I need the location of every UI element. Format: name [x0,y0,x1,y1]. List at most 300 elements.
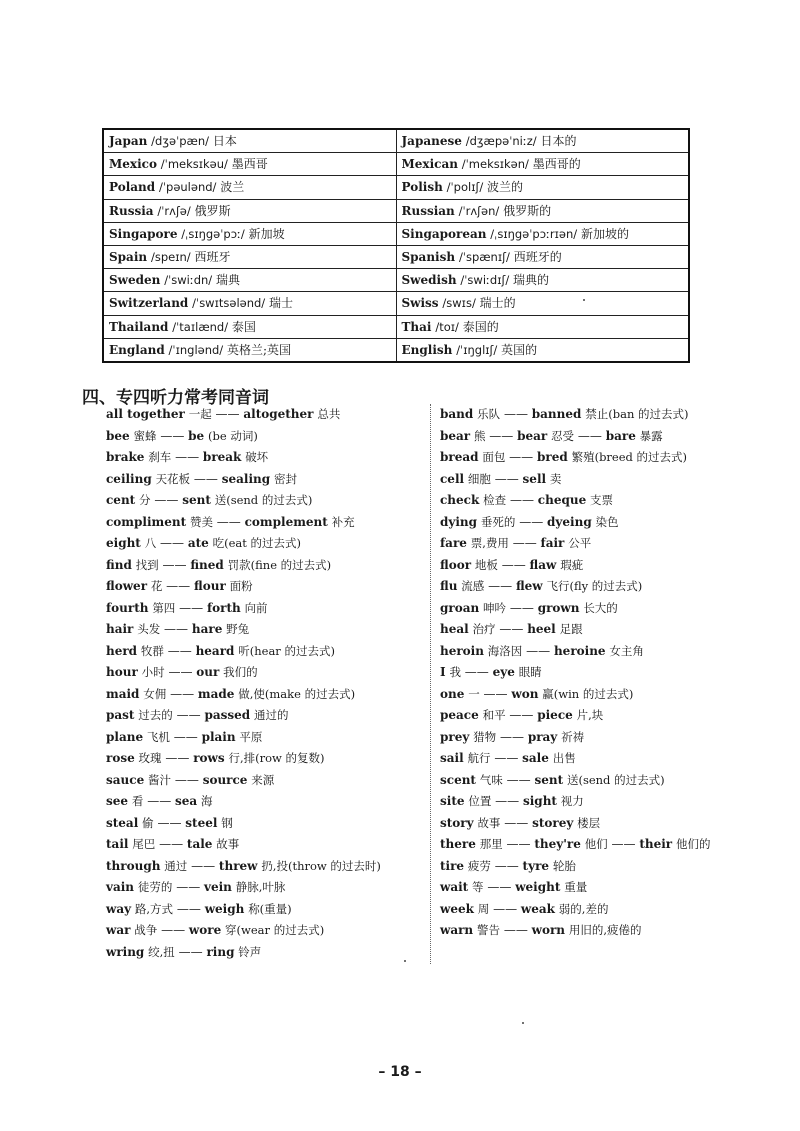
country-row [103,199,689,222]
homophone-word: heard [195,643,235,658]
country-meaning: 西班牙 [194,250,231,265]
homophone-entry [106,705,426,727]
separator-dash: —— [164,622,189,636]
country-row [103,292,689,315]
homophone-meaning: 平原 [239,729,263,744]
country-word: Thai [401,319,432,334]
homophone-word: worn [531,923,566,937]
homophone-meaning: 楼层 [577,815,601,830]
homophone-meaning: 来源 [251,772,275,787]
homophone-word: heroin [440,643,484,658]
homophone-word: sauce [106,772,145,787]
country-word: Thailand [109,319,169,334]
homophone-word: made [197,686,235,701]
separator-dash: —— [157,815,182,830]
country-cell-right [396,269,689,292]
homophone-word: hare [191,622,223,636]
homophone-word: groan [440,600,480,615]
homophone-entry [106,426,426,448]
homophone-entry [106,813,426,835]
homophone-entry [106,877,426,899]
homophone-word: hour [106,665,138,679]
homophone-meaning: 重量 [564,880,588,894]
homophone-word: steal [106,815,139,830]
homophone-word: sent [534,772,564,787]
homophone-word: flew [515,579,543,593]
country-phonetic: /swɪs/ [442,296,476,311]
homophone-meaning: 找到 [135,557,159,572]
homophone-word: compliment [106,514,187,529]
separator-dash: —— [526,643,551,658]
country-meaning: 西班牙的 [513,250,562,265]
homophone-word: wore [188,923,222,937]
country-word: Singaporean [401,226,487,241]
separator-dash: —— [509,493,534,507]
country-meaning: 墨西哥 [231,157,268,172]
section-title: 四、专四听力常考同音词 [82,388,269,408]
homophone-word: steel [185,815,218,830]
homophone-entry [106,576,426,598]
homophone-entry [106,684,426,706]
homophone-meaning: 送(send 的过去式) [566,772,665,787]
separator-dash: —— [174,772,199,787]
homophone-meaning: 片,块 [576,708,604,722]
homophone-entry [440,490,760,512]
country-phonetic: /ˈrʌʃən/ [458,203,500,218]
homophone-word: sell [522,471,547,486]
homophone-meaning: 飞机 [146,729,170,744]
homophone-word: flaw [529,557,557,572]
homophone-entry [440,813,760,835]
homophone-word: fair [540,536,565,550]
homophone-entry [106,404,426,426]
country-meaning: 新加坡 [248,226,285,241]
country-meaning: 俄罗斯 [194,203,231,218]
country-table-body [103,129,689,362]
homophone-meaning: 面包 [482,450,506,464]
homophone-entry [106,856,426,878]
homophone-entry [440,856,760,878]
separator-dash: —— [162,557,187,572]
homophone-word: bred [537,450,568,464]
homophone-entry [440,834,760,856]
homophone-word: bee [106,428,130,443]
homophone-word: peace [440,708,479,722]
homophone-entry [106,834,426,856]
homophone-word: fined [190,557,224,572]
separator-dash: —— [159,837,184,851]
homophone-meaning: 破坏 [245,450,269,464]
homophone-meaning: 酱汁 [148,772,172,787]
homophone-word: bare [605,428,636,443]
homophone-meaning: 面粉 [229,579,253,593]
homophone-word: vain [106,880,135,894]
homophone-meaning: 弱的,差的 [558,901,609,916]
homophone-entry [440,512,760,534]
homophone-word: complement [244,514,328,529]
homophone-word: tire [440,858,465,873]
country-phonetic: /ˈmeksɪkəu/ [160,157,228,172]
homophone-word: prey [440,729,470,744]
homophone-meaning: 绞,扭 [148,944,175,959]
separator-dash: —— [161,923,186,937]
homophones-right-column [440,404,760,942]
homophone-meaning: 野兔 [226,622,250,636]
homophone-meaning: 听(hear 的过去式) [238,643,335,658]
print-speck [522,1022,524,1024]
separator-dash: —— [175,450,200,464]
separator-dash: —— [499,729,524,744]
homophone-word: weak [520,901,555,916]
homophone-meaning: 猎物 [473,729,497,744]
homophone-word: wring [106,944,145,959]
country-meaning: 瑞士 [269,296,294,311]
homophone-entry [106,533,426,555]
separator-dash: —— [179,600,204,615]
homophone-meaning: 周 [477,901,490,916]
separator-dash: —— [160,428,185,443]
separator-dash: —— [173,729,198,744]
homophone-word: ate [187,536,209,550]
country-word: English [401,342,453,357]
homophone-word: scent [440,772,476,787]
homophone-word: sight [522,794,557,808]
country-row [103,176,689,199]
homophone-entry [106,598,426,620]
country-meaning: 瑞典的 [513,273,550,288]
country-cell-left [103,269,396,292]
country-row [103,315,689,338]
homophone-meaning: 我 [449,665,461,679]
country-cell-left [103,315,396,338]
separator-dash: —— [494,858,519,873]
homophone-word: story [440,815,474,830]
homophone-word: band [440,407,474,421]
country-word: Japan [109,134,148,149]
homophone-meaning: 流感 [461,579,485,593]
homophone-word: rows [193,751,225,765]
homophone-meaning: 八 [144,536,157,550]
homophone-meaning: 过去的 [138,708,173,722]
homophone-meaning: 赢(win 的过去式) [542,686,634,701]
homophone-word: cent [106,493,136,507]
country-cell-left [103,292,396,315]
homophone-word: week [440,901,474,916]
country-meaning: 泰国 [231,319,256,334]
country-word: Swiss [401,296,439,311]
homophone-word: there [440,837,476,851]
separator-dash: —— [176,901,201,916]
country-phonetic: /ˈɪŋglɪʃ/ [456,342,498,357]
homophone-entry [440,555,760,577]
homophone-word: bear [517,428,548,443]
homophone-meaning: 静脉,叶脉 [235,880,286,894]
homophone-meaning: 徒劳的 [137,880,173,894]
homophone-meaning: 头发 [137,622,161,636]
homophone-word: sail [440,751,464,765]
homophone-meaning: 第四 [152,600,176,615]
country-cell-left [103,222,396,245]
homophone-entry [106,490,426,512]
country-word: Sweden [109,273,161,288]
homophone-meaning: 玫瑰 [138,751,162,765]
separator-dash: —— [503,923,528,937]
separator-dash: —— [160,536,185,550]
country-cell-left [103,129,396,153]
separator-dash: —— [147,794,172,808]
page-number: – 18 – [378,1064,422,1080]
homophone-word: one [440,686,465,701]
country-cell-left [103,199,396,222]
homophone-word: weight [515,880,561,894]
separator-dash: —— [611,837,636,851]
homophone-word: vein [204,880,232,894]
homophone-entry [440,877,760,899]
homophone-entry [106,512,426,534]
country-cell-left [103,245,396,268]
homophone-word: wait [440,880,469,894]
homophone-meaning: 做,使(make 的过去式) [238,686,356,701]
country-cell-right [396,245,689,268]
homophone-meaning: 等 [472,880,484,894]
country-phonetic: /ˈspænɪʃ/ [458,250,510,265]
separator-dash: —— [512,536,537,550]
homophone-meaning: 总共 [317,407,341,421]
country-table [102,128,690,363]
country-phonetic: /ˈswiːdn/ [164,273,213,288]
homophone-meaning: 治疗 [472,622,496,636]
separator-dash: —— [154,493,179,507]
country-phonetic: /ˈpəulənd/ [158,180,217,195]
separator-dash: —— [488,579,513,593]
country-cell-left [103,338,396,362]
homophone-entry [106,619,426,641]
country-meaning: 瑞典 [216,273,241,288]
separator-dash: —— [178,944,203,959]
country-word: England [109,342,165,357]
homophone-word: bear [440,428,471,443]
homophone-meaning: 战争 [134,923,158,937]
homophone-word: hair [106,622,134,636]
homophone-meaning: 出售 [552,751,576,765]
homophone-entry [440,662,760,684]
separator-dash: —— [170,686,195,701]
homophone-meaning: 小时 [141,665,165,679]
country-phonetic: /ˌsɪŋgəˈpɔːrɪən/ [490,226,578,241]
country-phonetic: /ˌsɪŋgəˈpɔː/ [181,226,245,241]
country-meaning: 新加坡的 [580,226,629,241]
homophone-meaning: 他们的 [675,837,711,851]
homophone-meaning: 染色 [595,514,619,529]
homophone-meaning: 送(send 的过去式) [214,493,313,507]
homophone-word: plain [201,729,236,744]
country-phonetic: /ˈɪnglənd/ [168,342,224,357]
homophone-meaning: 海 [201,794,213,808]
homophone-entry [106,662,426,684]
homophone-entry [440,619,760,641]
homophone-meaning: 公平 [568,536,592,550]
homophone-word: past [106,708,135,722]
homophone-meaning: 足跟 [559,622,583,636]
homophone-word: warn [440,923,474,937]
separator-dash: —— [176,880,201,894]
homophone-word: find [106,557,132,572]
homophone-word: war [106,923,131,937]
homophone-word: brake [106,450,145,464]
homophone-word: storey [532,815,574,830]
homophone-word: threw [218,858,258,873]
country-cell-left [103,153,396,176]
homophone-meaning: 天花板 [155,471,191,486]
country-word: Swedish [401,273,457,288]
homophone-word: our [196,665,220,679]
homophone-word: banned [531,407,582,421]
country-word: Singapore [109,226,178,241]
separator-dash: —— [499,622,524,636]
country-phonetic: /ˈtaɪlænd/ [172,319,229,334]
country-meaning: 泰国的 [462,319,499,334]
separator-dash: —— [501,557,526,572]
separator-dash: —— [506,837,531,851]
homophone-word: be [188,428,205,443]
homophone-meaning: 我们的 [223,665,258,679]
homophone-word: ring [206,944,235,959]
separator-dash: —— [489,428,514,443]
homophone-meaning: 通过的 [253,708,289,722]
homophone-word: forth [206,600,241,615]
homophone-word: flour [194,579,226,593]
homophone-meaning: 蜜蜂 [133,428,157,443]
homophone-meaning: 视力 [560,794,584,808]
homophone-word: plane [106,729,144,744]
homophone-word: heroine [553,643,606,658]
homophone-meaning: 禁止(ban 的过去式) [585,407,689,421]
country-meaning: 俄罗斯的 [503,203,552,218]
country-cell-right [396,292,689,315]
homophone-meaning: 长大的 [583,600,618,615]
homophone-entry [440,791,760,813]
country-phonetic: /ˈrʌʃə/ [157,203,191,218]
homophone-meaning: 眼睛 [518,665,542,679]
country-cell-right [396,315,689,338]
separator-dash: —— [167,643,192,658]
homophone-meaning: 故事 [477,815,501,830]
homophone-meaning: 熊 [473,428,486,443]
homophone-meaning: 航行 [467,751,491,765]
country-word: Japanese [401,134,462,149]
country-phonetic: /ˈpolɪʃ/ [446,180,484,195]
homophone-entry [440,920,760,942]
homophone-meaning: 繁殖(breed 的过去式) [571,450,688,464]
homophone-meaning: 用旧的,疲倦的 [568,923,642,937]
country-word: Spain [109,250,148,265]
homophone-word: grown [537,600,580,615]
country-word: Switzerland [109,296,189,311]
homophone-meaning: 一 [468,686,480,701]
country-cell-right [396,129,689,153]
separator-dash: —— [509,450,534,464]
homophone-word: sealing [221,471,271,486]
homophone-entry [440,705,760,727]
homophone-word: heal [440,622,469,636]
homophone-entry [440,447,760,469]
homophone-meaning: 他们 [584,837,608,851]
homophone-meaning: 行,排(row 的复数) [228,751,325,765]
homophone-word: tale [186,837,213,851]
homophone-word: won [511,686,539,701]
homophones-left-column [106,404,426,963]
homophone-meaning: 气味 [479,772,503,787]
country-row [103,338,689,362]
homophone-word: tail [106,837,129,851]
homophone-word: their [639,837,673,851]
homophone-entry [440,641,760,663]
homophone-entry [106,641,426,663]
separator-dash: —— [509,708,534,722]
separator-dash: —— [216,514,241,529]
country-word: Russia [109,203,154,218]
country-phonetic: /toɪ/ [435,319,459,334]
homophone-meaning: 穿(wear 的过去式) [225,923,325,937]
separator-dash: —— [577,428,602,443]
homophone-word: cell [440,471,465,486]
homophone-meaning: 扔,投(throw 的过去时) [261,858,381,873]
column-divider [430,404,431,964]
homophone-word: bread [440,450,479,464]
country-meaning: 日本 [212,134,237,149]
homophone-meaning: 赞美 [189,514,213,529]
country-row [103,222,689,245]
homophone-meaning: 吃(eat 的过去式) [212,536,302,550]
homophone-meaning: 看 [131,794,144,808]
country-row [103,153,689,176]
homophone-word: eye [492,665,515,679]
country-row [103,245,689,268]
homophone-entry [440,899,760,921]
homophone-entry [106,748,426,770]
homophone-word: dyeing [547,514,592,529]
homophone-word: altogether [243,407,314,421]
homophone-meaning: 票,费用 [470,536,509,550]
country-phonetic: /speɪn/ [150,250,191,265]
separator-dash: —— [215,407,240,421]
homophone-entry [440,469,760,491]
homophone-entry [106,469,426,491]
homophone-meaning: 那里 [479,837,503,851]
homophone-meaning: 称(重量) [248,901,292,916]
country-word: Polish [401,180,443,195]
homophone-entry [440,598,760,620]
separator-dash: —— [165,751,190,765]
country-row [103,269,689,292]
homophone-word: sale [522,751,549,765]
homophone-meaning: 分 [139,493,151,507]
country-cell-left [103,176,396,199]
separator-dash: —— [176,708,201,722]
separator-dash: —— [191,858,216,873]
homophone-entry [440,533,760,555]
homophone-word: through [106,858,161,873]
homophone-meaning: 地板 [474,557,498,572]
homophone-word: all together [106,407,185,421]
homophone-meaning: 路,方式 [134,901,174,916]
homophone-entry [440,748,760,770]
homophone-entry [106,555,426,577]
homophone-word: flu [440,579,458,593]
homophone-entry [106,447,426,469]
homophone-entry [440,770,760,792]
homophone-word: weigh [204,901,245,916]
